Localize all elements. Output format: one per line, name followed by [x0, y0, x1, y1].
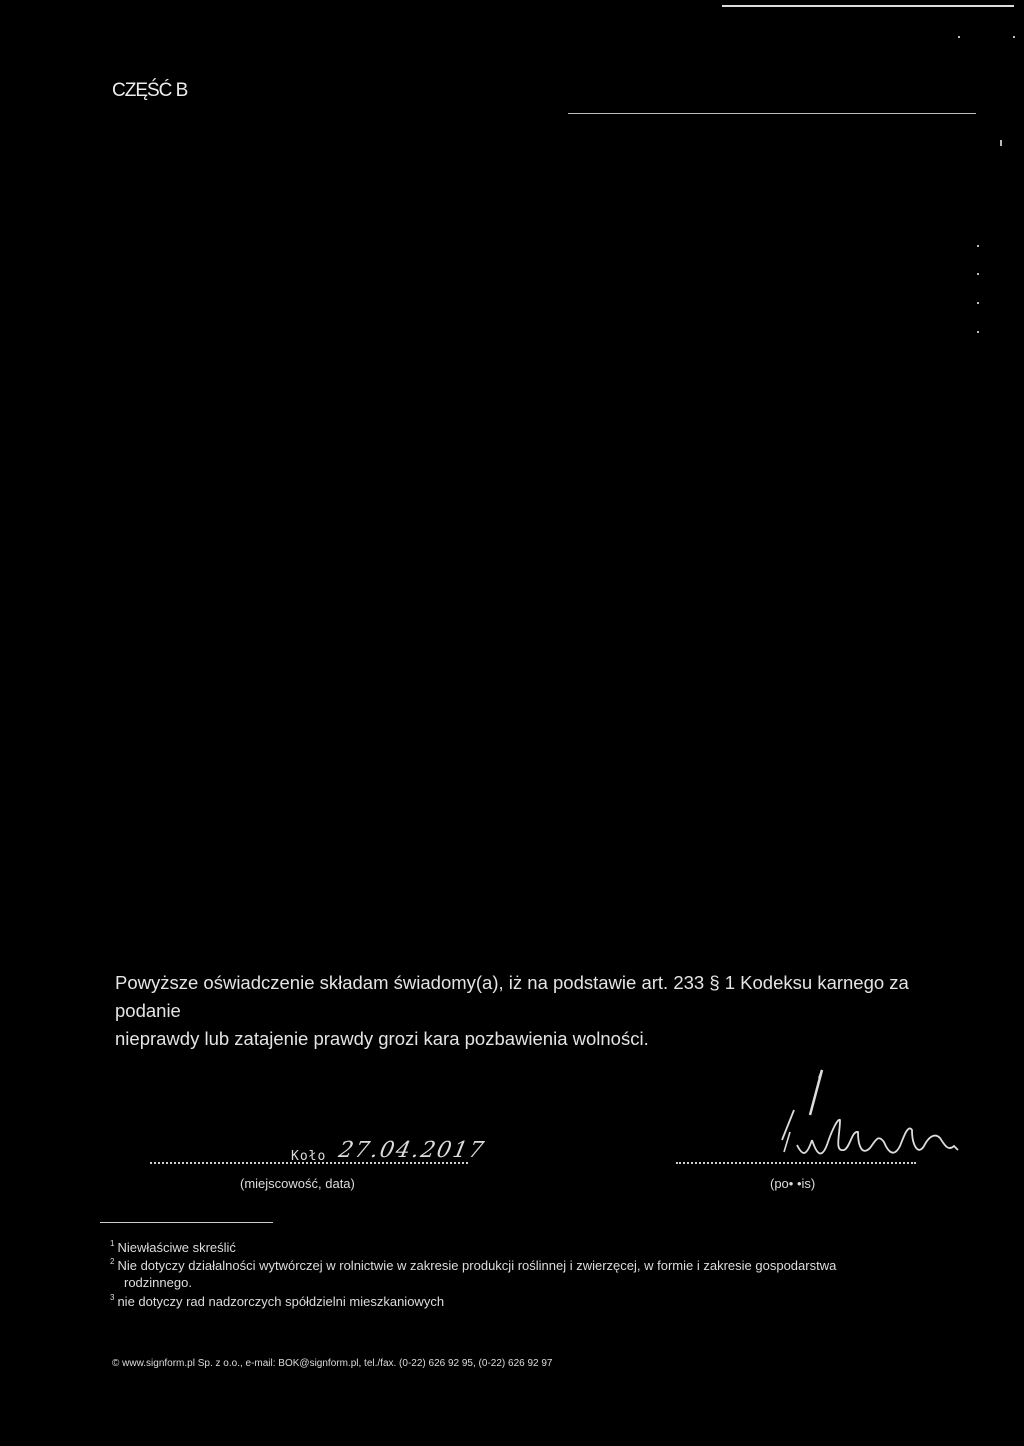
footnote-2 — [110, 1253, 910, 1291]
footnote-rule — [100, 1222, 273, 1223]
footnote-text: Niewłaściwe skreślić — [117, 1240, 236, 1255]
scan-speck — [1000, 140, 1002, 146]
footnote-mark: 3 — [110, 1293, 115, 1302]
scan-speck — [977, 331, 979, 333]
statement-line: Powyższe oświadczenie składam świadomy(a), iż na podstawie art. 233 § 1 Kodeksu karnego za podanie — [115, 972, 909, 1021]
scan-speck — [977, 245, 979, 247]
statement — [115, 969, 975, 1053]
footnote-text: nie dotyczy rad nadzorczych spółdzielni mieszkaniowych — [117, 1294, 445, 1309]
handwritten-signature — [672, 1060, 972, 1180]
footnote-continuation: rodzinnego. — [124, 1275, 192, 1290]
scan-artifact-rule — [568, 113, 976, 114]
scan-speck — [1013, 36, 1015, 38]
statement-line: nieprawdy lub zatajenie prawdy grozi kara pozbawienia wolności. — [115, 1028, 649, 1049]
scan-speck — [958, 36, 960, 38]
scan-speck — [977, 273, 979, 275]
page-title: CZĘŚĆ B — [112, 80, 188, 101]
place-value: Koło — [291, 1149, 327, 1164]
scan-artifact-top-line — [722, 5, 1014, 7]
footnote-3 — [110, 1289, 910, 1310]
scan-speck — [977, 302, 979, 304]
signature-caption: (po• •is) — [770, 1176, 816, 1191]
footnote-mark: 1 — [110, 1239, 115, 1248]
footer-copyright: © www.signform.pl Sp. z o.o., e-mail: BOK@signform.pl, tel./fax. (0-22) 626 92 95, (0-22) 626 92 97 — [112, 1358, 553, 1369]
place-date-caption: (miejscowość, data) — [240, 1176, 355, 1191]
handwritten-date: 27.04.2017 — [336, 1138, 488, 1163]
footnote-mark: 2 — [110, 1257, 115, 1266]
footnote-text: Nie dotyczy działalności wytwórczej w rolnictwie w zakresie produkcji roślinnej i zwierzęcej, w formie i zakresie gospodarstwa — [117, 1258, 837, 1273]
